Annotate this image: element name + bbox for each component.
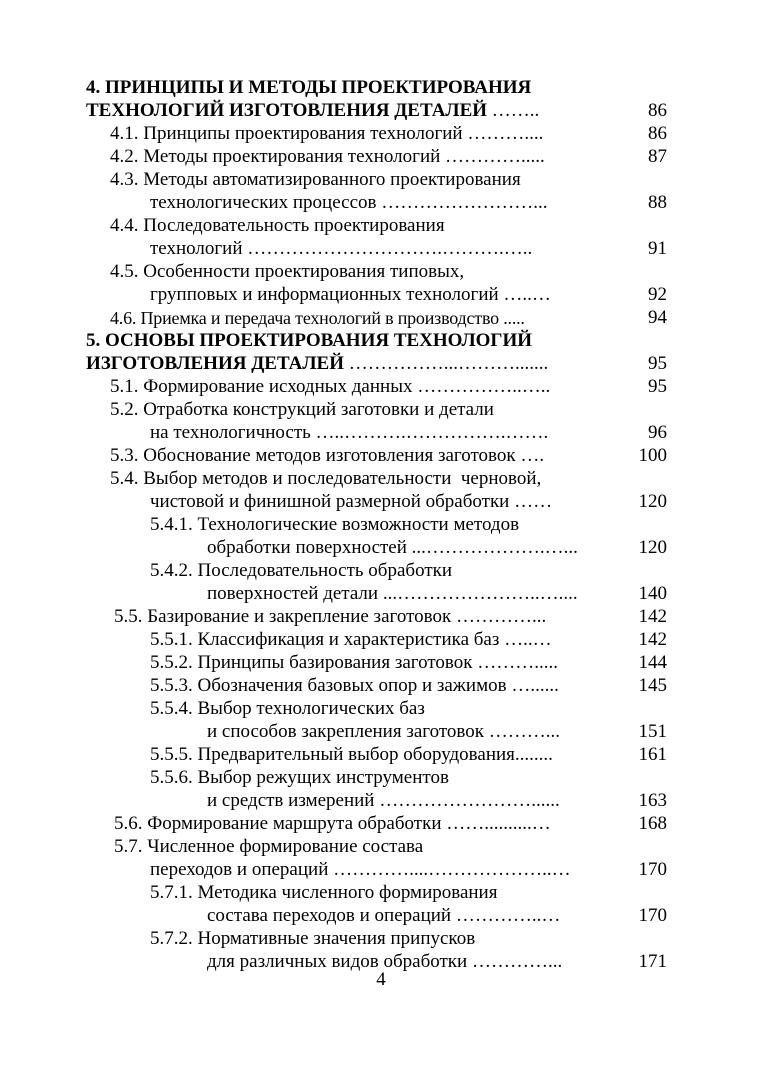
toc-entry-text: состава переходов и операций …………..…: [207, 905, 561, 926]
toc-entry-text: 5.7.2. Нормативные значения припусков: [150, 928, 476, 949]
toc-entry-text: 5.5.5. Предварительный выбор оборудования........: [150, 744, 553, 765]
toc-entry-text: 5.1. Формирование исходных данных ……………..…..: [110, 376, 551, 397]
toc-line: [0, 927, 762, 951]
toc-line: [0, 697, 762, 721]
toc-line: [0, 628, 762, 652]
toc-line: [0, 168, 762, 192]
toc-page-number: 142: [638, 606, 667, 627]
toc-entry-text: 4.2. Методы проектирования технологий ………….....: [110, 146, 545, 167]
toc-leader-dots: ……………...……….......: [344, 353, 549, 374]
toc-section-title: ТЕХНОЛОГИЙ ИЗГОТОВЛЕНИЯ ДЕТАЛЕЙ: [86, 100, 488, 121]
toc-page-number: 120: [638, 537, 667, 558]
toc-line: [0, 352, 762, 376]
toc-entry-text: для различных видов обработки …………...: [207, 951, 563, 972]
toc-entry-text: 4.6. Приемка и передача технологий в производство .....: [110, 308, 525, 328]
toc-line: [0, 421, 762, 445]
toc-leader-dots: ……..: [487, 100, 540, 121]
toc-line: [0, 858, 762, 882]
toc-line: [0, 467, 762, 491]
toc-line: [0, 398, 762, 422]
toc-page-number: 168: [638, 813, 667, 834]
toc-entry-text: 5.5.6. Выбор режущих инструментов: [150, 767, 449, 788]
toc-entry-text: 5.7. Численное формирование состава: [114, 836, 424, 857]
toc-page-number: 161: [638, 744, 667, 765]
toc-line: [0, 490, 762, 514]
toc-entry-text: 4.5. Особенности проектирования типовых,: [110, 261, 465, 282]
toc-entry-text: обработки поверхностей ...……………….…...: [207, 537, 578, 558]
toc-entry-text: чистовой и финишной размерной обработки ……: [150, 491, 553, 512]
toc-entry-text: 5.5.4. Выбор технологических баз: [150, 698, 425, 719]
toc-line: [0, 743, 762, 767]
toc-line: [0, 651, 762, 675]
toc-entry-text: поверхностей детали ...…………………..…....: [207, 583, 578, 604]
toc-page-number: 151: [638, 721, 667, 742]
toc-page-number: 120: [638, 491, 667, 512]
toc-line: [0, 191, 762, 215]
toc-page-number: 170: [638, 905, 667, 926]
toc-page-number: 91: [648, 238, 667, 259]
toc-entry-text: переходов и операций …………....………………..…: [150, 859, 571, 880]
toc-line: [0, 283, 762, 307]
toc-line: [0, 513, 762, 537]
toc-line: [0, 329, 762, 353]
toc-page-number: 86: [648, 123, 667, 144]
toc-line: [0, 582, 762, 606]
toc-entry-text: 5.6. Формирование маршрута обработки ……..........…: [114, 813, 551, 834]
toc-entry-text: 5.4. Выбор методов и последовательности черновой,: [110, 468, 542, 489]
toc-line: [0, 766, 762, 790]
toc-entry-text: технологических процессов ……………………...: [150, 192, 548, 213]
toc-entry-text: 5.5.3. Обозначения базовых опор и зажимов …......: [150, 675, 559, 696]
toc-entry-text: групповых и информационных технологий …..…: [150, 284, 551, 305]
toc-page-number: 163: [638, 790, 667, 811]
toc-line: [0, 214, 762, 238]
page-folio-number: 4: [376, 969, 386, 990]
toc-line: [0, 444, 762, 468]
toc-line: [0, 789, 762, 813]
toc-page-number: 100: [638, 445, 667, 466]
toc-line: [0, 835, 762, 859]
toc-line: [0, 237, 762, 261]
toc-page-number: 140: [638, 583, 667, 604]
toc-line: [0, 559, 762, 583]
toc-page-number: 95: [648, 353, 667, 374]
toc-page-number: 86: [648, 100, 667, 121]
toc-page-number: 96: [648, 422, 667, 443]
toc-section-title: ИЗГОТОВЛЕНИЯ ДЕТАЛЕЙ: [86, 353, 345, 374]
toc-line: [0, 881, 762, 905]
toc-line: [0, 306, 762, 330]
toc-line: [0, 260, 762, 284]
toc-page-number: 94: [648, 307, 667, 328]
toc-entry-text: 5.5.2. Принципы базирования заготовок ……….....: [150, 652, 558, 673]
toc-entry-text: 5.3. Обоснование методов изготовления заготовок ….: [110, 445, 545, 466]
toc-line: [0, 76, 762, 100]
toc-section-title: 4. ПРИНЦИПЫ И МЕТОДЫ ПРОЕКТИРОВАНИЯ: [86, 77, 532, 98]
toc-page-number: 87: [648, 146, 667, 167]
toc-page-number: 144: [638, 652, 667, 673]
toc-page-number: 171: [638, 951, 667, 972]
toc-line: [0, 605, 762, 629]
toc-line: [0, 674, 762, 698]
toc-line: [0, 720, 762, 744]
toc-entry-text: и способов закрепления заготовок ………...: [207, 721, 560, 742]
toc-entry-text: [86, 99, 539, 123]
toc-line: [0, 122, 762, 146]
toc-line: [0, 375, 762, 399]
toc-entry-text: [86, 352, 548, 376]
toc-entry-text: 5.4.2. Последовательность обработки: [150, 560, 453, 581]
toc-page-number: 88: [648, 192, 667, 213]
toc-entry-text: 5.7.1. Методика численного формирования: [150, 882, 498, 903]
toc-entry-text: 5.4.1. Технологические возможности методов: [150, 514, 520, 535]
toc-page-number: 92: [648, 284, 667, 305]
toc-entry-text: 4.4. Последовательность проектирования: [110, 215, 445, 236]
toc-line: [0, 536, 762, 560]
toc-line: [0, 812, 762, 836]
toc-page-number: 95: [648, 376, 667, 397]
toc-entry-text: 4.1. Принципы проектирования технологий ………....: [110, 123, 544, 144]
toc-entry-text: 5.5. Базирование и закрепление заготовок …………...: [114, 606, 547, 627]
toc-line: [0, 904, 762, 928]
toc-page-number: 170: [638, 859, 667, 880]
toc-section-title: 5. ОСНОВЫ ПРОЕКТИРОВАНИЯ ТЕХНОЛОГИЙ: [86, 330, 533, 351]
toc-entry-text: 5.5.1. Классификация и характеристика баз …..…: [150, 629, 552, 650]
toc-page-number: 142: [638, 629, 667, 650]
toc-entry-text: и средств измерений ……………………......: [207, 790, 560, 811]
toc-page-number: 145: [638, 675, 667, 696]
toc-entry-text: 4.3. Методы автоматизированного проектирования: [110, 169, 521, 190]
toc-entry-text: на технологичность …..……….…………….…….: [150, 422, 549, 443]
toc-line: [0, 145, 762, 169]
toc-line: [0, 99, 762, 123]
toc-entry-text: технологий ………………………….……….…..: [150, 238, 533, 259]
toc-entry-text: 5.2. Отработка конструкций заготовки и детали: [110, 399, 494, 420]
